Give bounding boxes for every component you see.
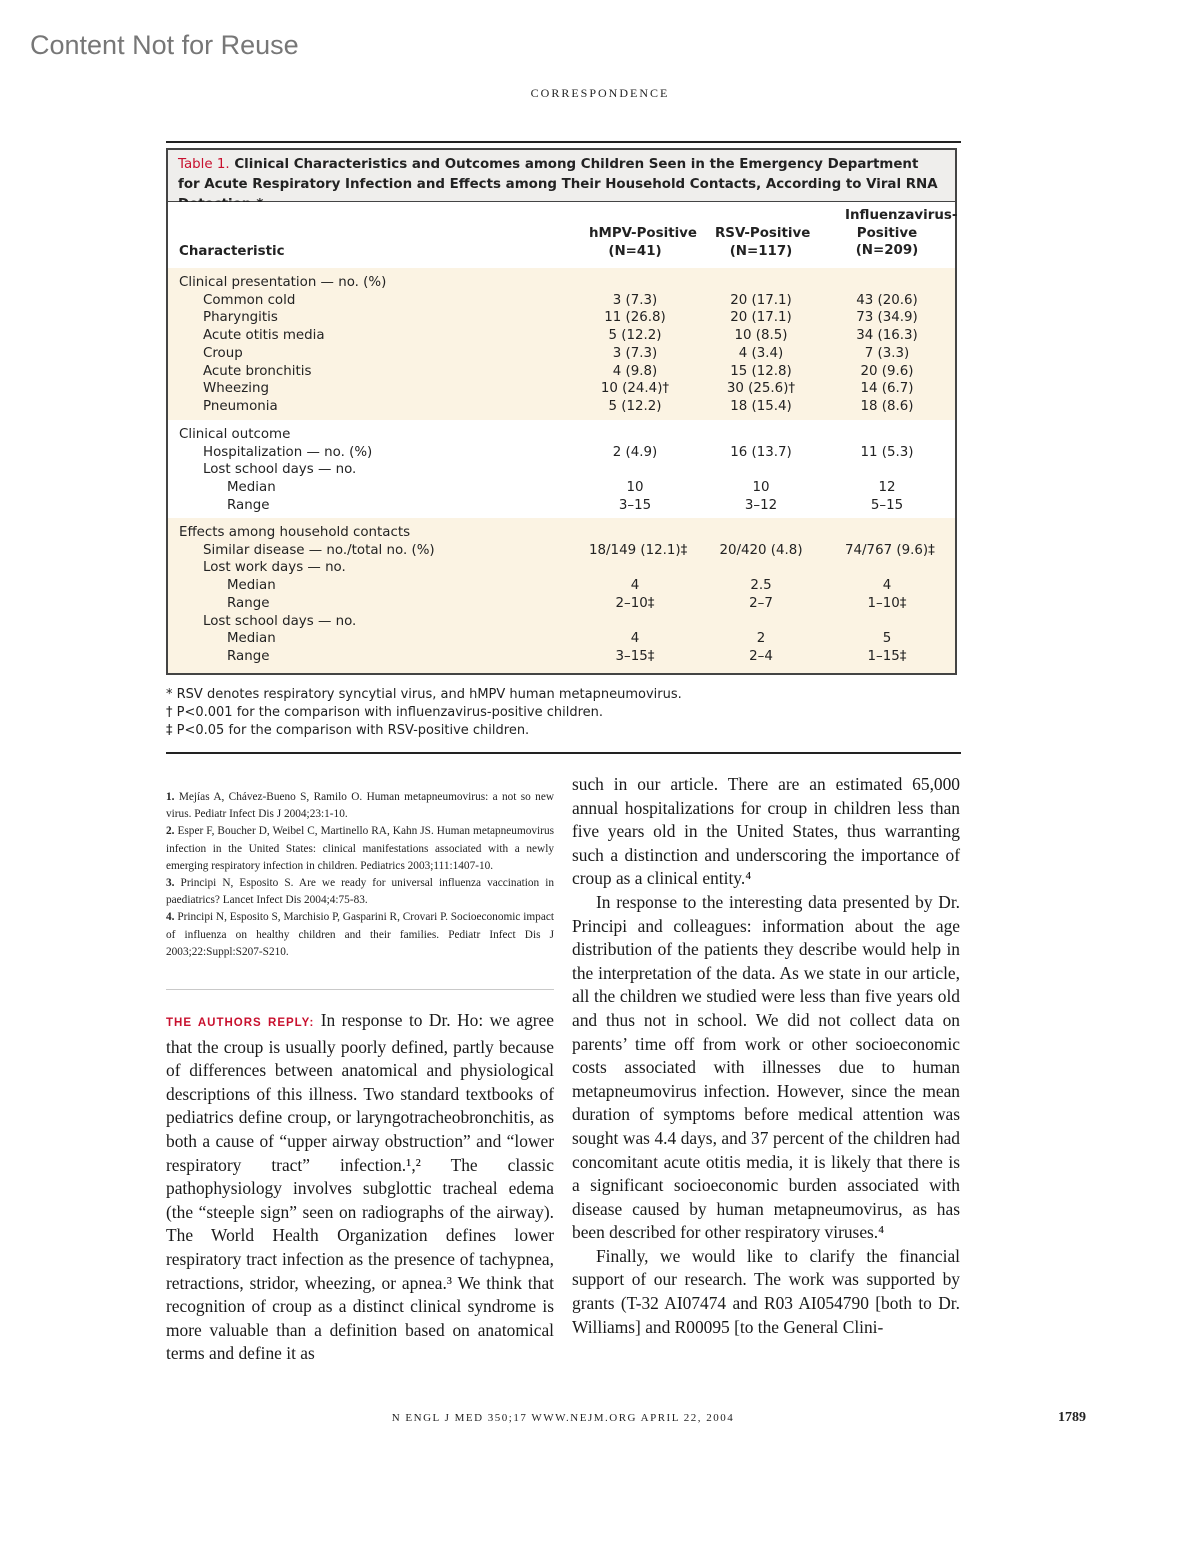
col-header-hmpv: hMPV-Positive (N=41) bbox=[589, 226, 697, 259]
table-cell: 10 (24.4)† bbox=[600, 381, 670, 397]
section-divider bbox=[166, 989, 554, 990]
table-top-rule bbox=[166, 141, 961, 143]
reference-item: 2. Esper F, Boucher D, Weibel C, Martinello RA, Kahn JS. Human metapneumovirus infection in the United States: clinical manifestations associated with a newly emerging respiratory infection in children. Pediatrics 2003;111:1407-10. bbox=[166, 825, 554, 872]
page-number: 1789 bbox=[1058, 1410, 1086, 1425]
table-cell: 4 (9.8) bbox=[612, 363, 658, 379]
row-label: Hospitalization — no. (%) bbox=[203, 444, 373, 460]
table-cell: 3 (7.3) bbox=[612, 345, 658, 361]
table-cell: 2.5 bbox=[750, 578, 772, 594]
table-cell: 73 (34.9) bbox=[856, 310, 918, 326]
table-bottom-rule bbox=[166, 752, 961, 754]
table-cell: 18 (15.4) bbox=[730, 398, 792, 414]
reply-paragraph: In response to the interesting data presented by Dr. Principi and colleagues: information about the age distribution of the patients they describe would help in the interpretation of the data. As we state in our article, all the children we studied were less than five years old and thus not in school. We did not collect data on parents’ time off from work or other socioeconomic costs associated with illnesses due to human metapneumovirus infection. However, since the mean duration of symptoms before medical attention was sought was 4.4 days, and 37 percent of the children had concomitant acute otitis media, it is likely that there is a significant socioeconomic burden associated with disease caused by human metapneumovirus, as has been described for other respiratory viruses.⁴ bbox=[572, 891, 960, 1243]
table-cell: 3–12 bbox=[744, 497, 778, 513]
table-cell: 18/149 (12.1)‡ bbox=[589, 542, 688, 558]
row-label: Pneumonia bbox=[203, 398, 278, 414]
row-label: Common cold bbox=[203, 292, 296, 308]
table-cell: 1–15‡ bbox=[867, 648, 907, 664]
footnote: * RSV denotes respiratory syncytial virus, and hMPV human metapneumovirus. bbox=[166, 687, 682, 702]
table-cell: 2–4 bbox=[749, 648, 773, 664]
reply-right-column bbox=[572, 773, 960, 1339]
table-cell: 2 (4.9) bbox=[612, 444, 658, 460]
authors-reply-label: THE AUTHORS REPLY: bbox=[166, 1017, 315, 1029]
table-cell: 20 (17.1) bbox=[730, 292, 792, 308]
journal-citation-footer: N ENGL J MED 350;17 WWW.NEJM.ORG APRIL 22, 2004 bbox=[391, 1412, 735, 1424]
table-cell: 5 bbox=[882, 631, 892, 647]
table-cell: 4 bbox=[630, 631, 640, 647]
table-cell: 10 bbox=[752, 480, 770, 496]
table-cell: 20 (9.6) bbox=[860, 363, 914, 379]
table-cell: 14 (6.7) bbox=[860, 381, 914, 397]
row-label: Median bbox=[227, 578, 276, 594]
reply-text-left: In response to Dr. Ho: we agree that the croup is usually poorly defined, partly because of differences between anatomical and physiological descriptions of this illness. Two standard textbooks of pediatrics define croup, or laryngotracheobronchitis, as both a cause of “upper airway obstruction” and “lower respiratory tract” infection.¹,² The classic pathophysiology involves subglottic tracheal edema (the “steeple sign” seen on radiographs of the airway). The World Health Organization defines lower respiratory tract infection as the presence of tachypnea, retractions, stridor, wheezing, or apnea.³ We think that recognition of croup as a distinct clinical syndrome is more valuable than a definition based on anatomical terms and define it as bbox=[166, 1010, 554, 1364]
reply-paragraph: Finally, we would like to clarify the financial support of our research. The work was supported by grants (T-32 AI07474 and R03 AI054790 [both to Dr. Williams] and R00095 [to the General Clini- bbox=[572, 1245, 960, 1337]
row-label: Range bbox=[227, 595, 270, 611]
section-heading: Effects among household contacts bbox=[179, 525, 411, 540]
row-label: Acute bronchitis bbox=[203, 363, 312, 379]
table-cell: 11 (26.8) bbox=[604, 310, 666, 326]
row-label: Range bbox=[227, 497, 270, 513]
table-cell: 3–15‡ bbox=[615, 648, 655, 664]
table-cell: 4 bbox=[882, 578, 892, 594]
row-label: Croup bbox=[203, 345, 243, 361]
col-header-rsv: RSV-Positive (N=117) bbox=[715, 226, 811, 259]
table-cell: 3 (7.3) bbox=[612, 292, 658, 308]
table-cell: 20 (17.1) bbox=[730, 310, 792, 326]
table-cell: 16 (13.7) bbox=[730, 444, 792, 460]
table-cell: 15 (12.8) bbox=[730, 363, 792, 379]
row-label: Lost work days — no. bbox=[203, 560, 346, 576]
table-cell: 5–15 bbox=[870, 497, 904, 513]
table-caption bbox=[168, 150, 955, 202]
table-number: Table 1. bbox=[178, 157, 230, 172]
table-cell: 5 (12.2) bbox=[608, 328, 662, 344]
table-cell: 10 (8.5) bbox=[734, 328, 788, 344]
row-label: Range bbox=[227, 648, 270, 664]
table-cell: 18 (8.6) bbox=[860, 398, 914, 414]
table-cell: 4 (3.4) bbox=[738, 345, 784, 361]
row-label: Lost school days — no. bbox=[203, 613, 357, 629]
table-header-row bbox=[168, 202, 958, 268]
section-heading: Clinical outcome bbox=[179, 427, 291, 442]
row-label: Median bbox=[227, 631, 276, 647]
table-title-line1: Clinical Characteristics and Outcomes among Children Seen in the Emergency Department bbox=[234, 157, 919, 172]
footnote: † P<0.001 for the comparison with influenzavirus-positive children. bbox=[166, 705, 604, 720]
reply-paragraph: such in our article. There are an estimated 65,000 annual hospitalizations for croup in children less than five years old in the United States, thus warranting such a distinction and underscoring the importance of croup as a clinical entity.⁴ bbox=[572, 774, 960, 889]
running-head: CORRESPONDENCE bbox=[530, 86, 670, 100]
row-label: Wheezing bbox=[203, 381, 269, 397]
watermark: Content Not for Reuse bbox=[30, 30, 299, 60]
table-cell: 10 bbox=[626, 480, 644, 496]
reference-item: 3. Principi N, Esposito S. Are we ready for universal influenza vaccination in paediatrics? Lancet Infect Dis 2004;4:75-83. bbox=[166, 877, 554, 907]
col-header-characteristic: Characteristic bbox=[179, 244, 285, 259]
table-cell: 2–10‡ bbox=[615, 595, 655, 611]
table-cell: 30 (25.6)† bbox=[726, 381, 796, 397]
col-header-influenza: Influenzavirus- Positive (N=209) bbox=[845, 208, 958, 259]
reference-item: 1. Mejías A, Chávez-Bueno S, Ramilo O. Human metapneumovirus: a not so new virus. Pediatr Infect Dis J 2004;23:1-10. bbox=[166, 791, 554, 821]
table-cell: 43 (20.6) bbox=[856, 292, 918, 308]
section-heading: Clinical presentation — no. (%) bbox=[179, 275, 387, 290]
table-cell: 3–15 bbox=[618, 497, 652, 513]
table-cell: 20/420 (4.8) bbox=[719, 542, 803, 558]
reply-left-column bbox=[166, 1009, 554, 1366]
row-label: Median bbox=[227, 480, 276, 496]
reference-list bbox=[166, 789, 554, 961]
row-label: Lost school days — no. bbox=[203, 462, 357, 478]
table-cell: 1–10‡ bbox=[867, 595, 907, 611]
table-cell: 7 (3.3) bbox=[864, 345, 910, 361]
table-cell: 12 bbox=[878, 480, 896, 496]
table-cell: 2 bbox=[756, 631, 766, 647]
row-label: Acute otitis media bbox=[203, 328, 325, 344]
row-label: Similar disease — no./total no. (%) bbox=[203, 542, 435, 558]
footnote: ‡ P<0.05 for the comparison with RSV-positive children. bbox=[166, 723, 530, 738]
table-1 bbox=[166, 148, 957, 675]
row-label: Pharyngitis bbox=[203, 310, 278, 326]
table-footnotes bbox=[166, 686, 682, 740]
table-title-line2: for Acute Respiratory Infection and Effects among Their Household Contacts, According to Viral RNA bbox=[178, 177, 938, 192]
table-cell: 34 (16.3) bbox=[856, 328, 918, 344]
table-cell: 11 (5.3) bbox=[860, 444, 914, 460]
table-cell: 74/767 (9.6)‡ bbox=[845, 542, 935, 558]
reference-item: 4. Principi N, Esposito S, Marchisio P, Gasparini R, Crovari P. Socioeconomic impact of influenza on healthy children and their families. Pediatr Infect Dis J 2003;22:Suppl:S207-S210. bbox=[166, 911, 555, 958]
table-cell: 2–7 bbox=[749, 595, 773, 611]
table-cell: 5 (12.2) bbox=[608, 398, 662, 414]
table-cell: 4 bbox=[630, 578, 640, 594]
